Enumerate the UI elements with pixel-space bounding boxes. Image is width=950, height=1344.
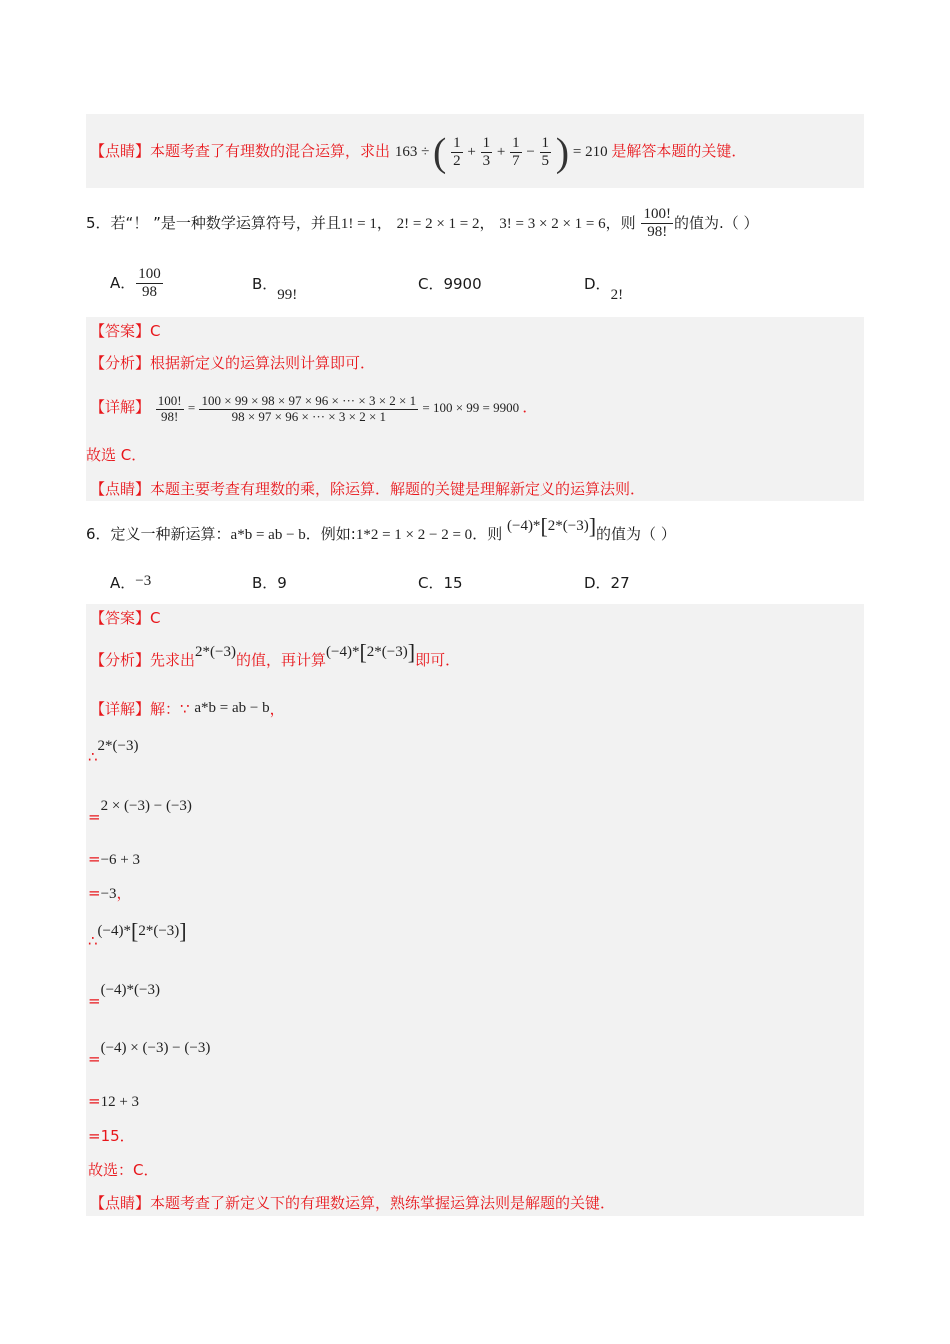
q6-option-b[interactable]: B．9 bbox=[252, 574, 287, 592]
q6-step-2: =2 × (−3) − (−3) bbox=[88, 798, 192, 826]
prev-comment-formula: 163 ÷ ( $\frac{1}{2}$ + $\frac{1}{3}$ + $\frac{1}{7}$ − $\frac{1}{5}$ ) = 210 bbox=[394, 129, 608, 175]
q5-answer: 【答案】C bbox=[90, 322, 161, 340]
q6-option-c[interactable]: C．15 bbox=[418, 574, 463, 592]
q6-analysis: 【分析】先求出2*(−3)的值，再计算(−4)*[2*(−3)]即可． bbox=[90, 639, 461, 669]
q5-detail: 【详解】 $\frac{100!}{98!}$ = $\frac{100 \times 99 \times 98 \times 97 \times 96 \times \cdot\cdot\cdot \times 3 \times 2 \times 1}{98 \times 97 \times 96 \times \cdot\cdot\cdot \times 3 \times 2 \times 1}$ = 100 × 99 = 9900 ． bbox=[90, 392, 538, 424]
q6-stem-expression: (−4)*[2*(−3)] bbox=[506, 513, 597, 539]
q6-answer: 【答案】C bbox=[90, 609, 161, 627]
q6-option-d[interactable]: D．27 bbox=[584, 574, 630, 592]
q5-option-a[interactable]: A． $\frac{100}{98}$ bbox=[110, 265, 161, 300]
q5-option-d[interactable]: D．2! bbox=[584, 275, 624, 303]
prev-comment: 【点睛】本题考查了有理数的混合运算，求出 163 ÷ ( $\frac{1}{2}$ + $\frac{1}{3}$ + $\frac{1}{7}$ − $\frac{1}{5}$ ) = 210 是解答本题的关键． bbox=[90, 129, 747, 175]
q6-detail: 【详解】解：∵ a*b = ab − b， bbox=[90, 700, 285, 718]
q5-detail-formula: $\frac{100!}{98!}$ = $\frac{100 \times 99 \times 98 \times 97 \times 96 \times \cdot\cdot\cdot \times 3 \times 2 \times 1}{98 \times 97 \times 96 \times \cdot\cdot\cdot \times 3 \times 2 \times 1}$ = 100 × 99 = 9900 bbox=[157, 392, 520, 424]
q5-choose: 故选 C． bbox=[86, 446, 147, 464]
q5-stem: 5．若“！ ”是一种数学运算符号，并且1! = 1， 2! = 2 × 1 = 2， 3! = 3 × 2 × 1 = 6，则 $\frac{100!}{98!}$ 的值为.（ ） bbox=[86, 205, 759, 240]
q5-option-b[interactable]: B．99! bbox=[252, 275, 298, 303]
q6-step-7: =(−4) × (−3) − (−3) bbox=[88, 1040, 211, 1068]
q6-step-3: =−6 + 3 bbox=[88, 850, 140, 868]
q6-step-9: =15． bbox=[88, 1127, 135, 1145]
q6-comment: 【点睛】本题考查了新定义下的有理数运算，熟练掌握运算法则是解题的关键． bbox=[90, 1194, 616, 1212]
q5-stem-fraction: $\frac{100!}{98!}$ bbox=[643, 205, 671, 240]
q6-step-5: ∴(−4)*[2*(−3)] bbox=[88, 918, 187, 950]
q5-option-c[interactable]: C．9900 bbox=[418, 275, 482, 293]
q6-step-8: =12 + 3 bbox=[88, 1092, 140, 1110]
q6-step-6: =(−4)*(−3) bbox=[88, 982, 160, 1010]
q6-step-1: ∴2*(−3) bbox=[88, 738, 139, 766]
q5-analysis: 【分析】根据新定义的运算法则计算即可． bbox=[90, 354, 376, 372]
q6-choose: 故选：C． bbox=[88, 1161, 159, 1179]
q6-stem: 6．定义一种新运算：a*b = ab − b．例如:1*2 = 1 × 2 − 2 = 0．则 (−4)*[2*(−3)]的值为（ ） bbox=[86, 513, 676, 543]
q6-option-a[interactable]: A．−3 bbox=[110, 573, 152, 592]
q5-comment: 【点睛】本题主要考查有理数的乘，除运算．解题的关键是理解新定义的运算法则． bbox=[90, 480, 646, 498]
q6-step-4: =−3， bbox=[88, 884, 132, 902]
